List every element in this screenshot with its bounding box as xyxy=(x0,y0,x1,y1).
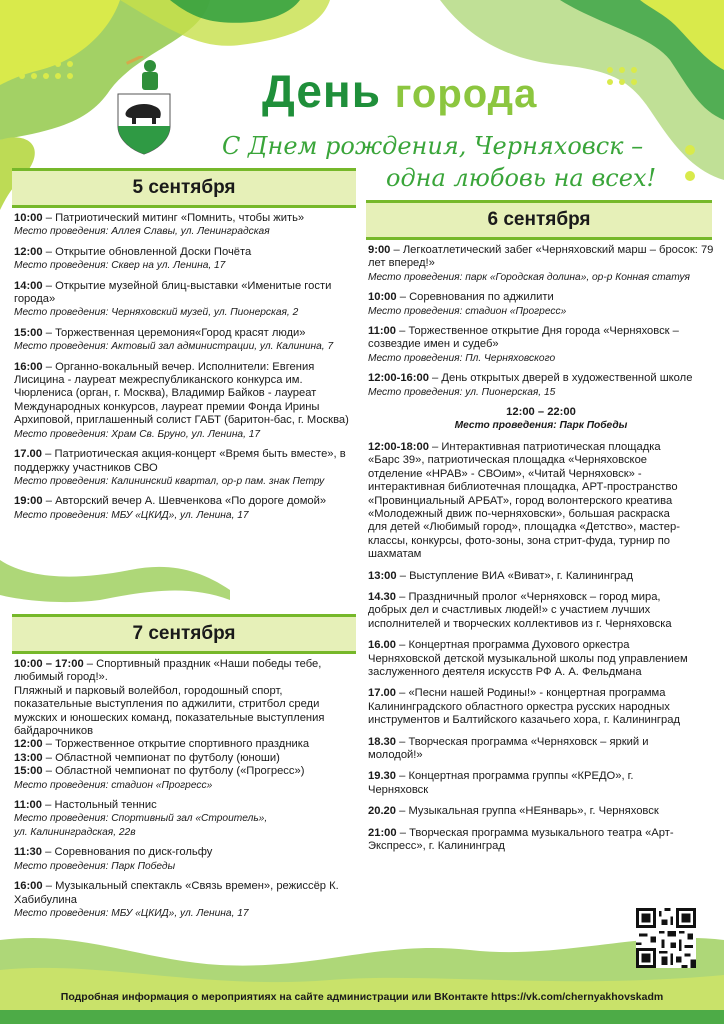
event-time: 11:00 xyxy=(368,325,396,338)
event-text: – Музыкальный спектакль «Связь времен», режиссёр К. Хабибулина xyxy=(14,880,339,906)
event-time: 12:00 xyxy=(14,738,43,751)
greeting-line-1: С Днем рождения, Черняховск – xyxy=(222,132,644,160)
event-time: 11:30 xyxy=(14,846,42,859)
schedule-sep7 xyxy=(14,658,360,927)
event-place: Место проведения: парк «Городская долина», ор-р Конная статуя xyxy=(368,271,690,283)
event-item xyxy=(368,805,688,818)
event-text: – Авторский вечер А. Шевченкова «По дороге домой» xyxy=(42,495,327,508)
event-time: 13:00 xyxy=(368,569,397,582)
event-text: – Творческая программа музыкального театра «Арт-Экспресс», г. Калининград xyxy=(368,826,674,853)
event-item xyxy=(368,372,714,399)
event-text: – «Песни нашей Родины!» - концертная программа Калининградского областного оркестра русских народных инструментов и Балтийского казачьего хора, г. Калининград xyxy=(368,687,680,727)
event-time: 17.00 xyxy=(368,687,396,700)
event-place: Место проведения: Сквер на ул. Ленина, 17 xyxy=(14,260,226,272)
event-place: Место проведения: МБУ «ЦКИД», ул. Ленина, 17 xyxy=(14,509,249,521)
event-text: – Торжественное открытие Дня города «Черняховск – созвездие имен и судеб» xyxy=(368,325,679,351)
event-time: 12:00 xyxy=(14,245,43,258)
event-text: – Соревнования по аджилити xyxy=(396,291,554,304)
event-text: – Легкоатлетический забег «Черняховский марш – бросок: 79 лет вперед!» xyxy=(368,244,714,270)
event-place: Место проведения: Черняховский музей, ул. Пионерская, 2 xyxy=(14,307,299,319)
event-place: Место проведения: Калининский квартал, ор-р пам. знак Петру xyxy=(14,475,325,487)
event-time: 9:00 xyxy=(368,244,391,256)
event-time: 13:00 xyxy=(14,751,43,764)
event-place: Место проведения: Спортивный зал «Строитель», ул. Калининградская, 22в xyxy=(14,813,268,838)
event-item xyxy=(14,738,360,751)
event-time: 12:00-16:00 xyxy=(368,372,429,385)
schedule-sep5 xyxy=(14,212,360,529)
event-item xyxy=(14,752,360,765)
sports-festival-block xyxy=(14,658,360,792)
event-item xyxy=(14,765,360,778)
event-item xyxy=(14,246,360,273)
event-text: – Творческая программа «Черняховск – яркий и молодой!» xyxy=(368,735,649,761)
event-place: Место проведения: ул. Пионерская, 15 xyxy=(368,386,556,398)
park-place: Место проведения: Парк Победы xyxy=(454,420,628,432)
event-text: – Патриотическая акция-концерт «Время быть вместе», в поддержку участников СВО xyxy=(14,448,346,474)
event-item xyxy=(14,880,360,920)
event-place: Место проведения: стадион «Прогресс» xyxy=(14,779,213,791)
event-time: 17.00 xyxy=(14,448,42,461)
event-text: – День открытых дверей в художественной школе xyxy=(428,372,693,385)
event-time: 15:00 xyxy=(14,765,43,778)
event-item xyxy=(14,327,360,354)
event-text: – Областной чемпионат по футболу (юноши) xyxy=(42,751,280,764)
event-place: Место проведения: Парк Победы xyxy=(14,860,176,872)
qr-code-icon xyxy=(636,908,696,968)
page-title xyxy=(262,64,537,118)
event-place: Место проведения: Храм Св. Бруно, ул. Ленина, 17 xyxy=(14,428,261,440)
event-time: 21:00 xyxy=(368,826,397,839)
event-text: – Концертная программа Духового оркестра Черняховской детской музыкальной школы под управлением заслуженного деятеля искусств РФ А. А. Фельдмана xyxy=(368,639,688,678)
event-time: 12:00-18:00 xyxy=(368,440,429,453)
event-time: 10:00 xyxy=(368,291,397,304)
event-time: 11:00 xyxy=(14,799,42,812)
event-text: – Музыкальная группа «НЕянварь», г. Черняховск xyxy=(396,805,659,818)
event-place: Место проведения: Пл. Черняховского xyxy=(368,352,556,364)
event-text: – Патриотический митинг «Помнить, чтобы жить» xyxy=(42,212,305,224)
event-item xyxy=(14,448,360,488)
event-text: – Торжественное открытие спортивного праздника xyxy=(42,738,310,751)
event-item xyxy=(368,244,714,284)
event-item xyxy=(368,570,688,583)
event-time: 15:00 xyxy=(14,326,43,339)
event-item xyxy=(14,212,360,239)
event-item xyxy=(368,770,688,797)
event-item xyxy=(368,591,688,631)
event-text: – Областной чемпионат по футболу («Прогресс») xyxy=(42,765,305,778)
schedule-sep6 xyxy=(368,244,714,861)
city-coat-of-arms-icon xyxy=(112,56,176,156)
event-time: 16:00 xyxy=(14,360,43,373)
event-text: – Органно-вокальный вечер. Исполнители: Евгения Лисицина - лауреат межреспубликанского конкурса им. Чюрлениса (орган, г. Москва), Владимир Байков - лауреат Международных конкурсов, лауреат премии Фонда Ирины Архиповой, приглашенный солист ГАБТ (баритон-бас, г. Москва) xyxy=(14,360,349,427)
event-time: 19.30 xyxy=(368,770,396,783)
event-text: – Выступление ВИА «Виват», г. Калининград xyxy=(396,569,634,582)
event-place: Место проведения: Актовый зал администрации, ул. Калинина, 7 xyxy=(14,341,334,353)
event-item xyxy=(368,687,688,727)
event-item xyxy=(368,639,688,679)
event-text: – Открытие музейной блиц-выставки «Именитые гости города» xyxy=(14,279,332,306)
event-text: – Торжественная церемония«Город красят люди» xyxy=(42,326,306,339)
event-item xyxy=(14,495,360,522)
event-item xyxy=(14,361,360,441)
event-item xyxy=(14,799,360,839)
event-time: 16:00 xyxy=(14,880,43,893)
event-text: – Спортивный праздник «Наши победы тебе, любимый город!». Пляжный и парковый волейбол, городошный спорт, показательные выступления по аджилити, стритбол среди мужских и юношеских команд, показательные выступления байдарочников xyxy=(14,658,325,738)
event-place: Место проведения: стадион «Прогресс» xyxy=(368,305,567,317)
event-time: 16.00 xyxy=(368,639,396,652)
event-item xyxy=(368,441,688,562)
event-text: – Интерактивная патриотическая площадка «Барс 39», патриотическая площадка «Черняховское отделение «НРАВ» - СВОим», «Читай Черняховск» - интерактивная библиотечная площадка, АРТ-пространство «Провинциальный АРБАТ», город волонтерского креатива «Молодежный движ по-черняховски», большая раскраска для детей «Любимый город», площадка «Детство», мастер-классы, конкурсы, фото-зоны, зона стрит-фуда, турнир по шахматам xyxy=(368,440,680,561)
event-text: – Настольный теннис xyxy=(42,799,157,812)
event-time: 10:00 xyxy=(14,212,43,224)
heading-sep5: 5 сентября xyxy=(12,168,356,208)
event-place: Место проведения: Аллея Славы, ул. Ленинградская xyxy=(14,226,270,238)
event-time: 19:00 xyxy=(14,495,43,508)
event-text: – Праздничный пролог «Черняховск – город мира, добрых дел и счастливых людей!» с участием лучших исполнителей и творческих коллективов из г. Черняховска xyxy=(368,590,672,630)
event-text: – Открытие обновленной Доски Почёта xyxy=(42,245,252,258)
event-text: – Концертная программа группы «КРЕДО», г. Черняховск xyxy=(368,770,634,796)
event-item xyxy=(368,325,714,365)
event-time: 10:00 – 17:00 xyxy=(14,658,84,670)
event-item xyxy=(14,846,360,873)
event-text: – Соревнования по диск-гольфу xyxy=(42,846,213,859)
event-time: 18.30 xyxy=(368,735,396,748)
event-time: 14.30 xyxy=(368,590,396,603)
park-time: 12:00 – 22:00 xyxy=(506,406,576,419)
event-item xyxy=(368,827,688,854)
event-item xyxy=(368,736,688,763)
event-time: 14:00 xyxy=(14,279,43,292)
event-item xyxy=(14,280,360,320)
event-item xyxy=(368,291,714,318)
greeting-line-2: одна любовь на всех! xyxy=(386,164,657,192)
event-place: Место проведения: МБУ «ЦКИД», ул. Ленина, 17 xyxy=(14,907,249,919)
heading-sep6: 6 сентября xyxy=(366,200,712,240)
footer-info: Подробная информация о мероприятиях на сайте администрации или ВКонтакте https://vk.com/chernyakhovskadm xyxy=(0,984,724,1010)
heading-sep7: 7 сентября xyxy=(12,614,356,654)
event-time: 20.20 xyxy=(368,805,396,818)
title-word-day: День xyxy=(262,65,381,117)
title-word-city: города xyxy=(394,72,538,116)
park-block-header xyxy=(368,406,714,433)
